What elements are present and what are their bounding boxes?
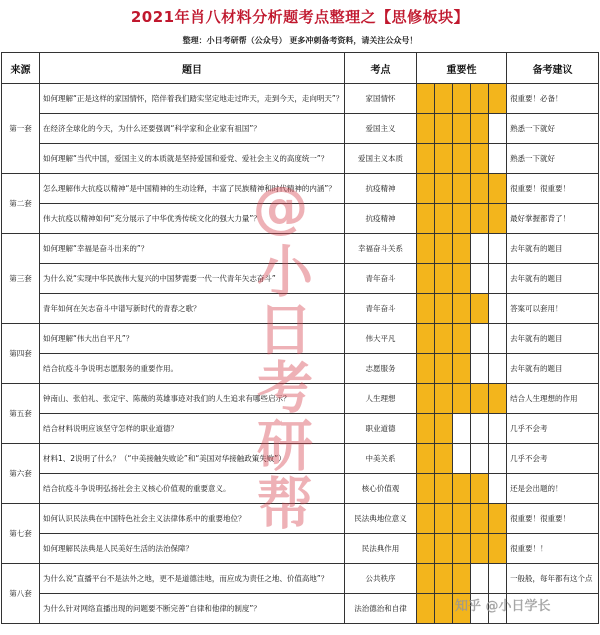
- table-row: [2, 264, 599, 294]
- advice-cell: 很重要！很重要！: [507, 504, 599, 534]
- importance-cell: [435, 114, 453, 144]
- importance-cell: [471, 144, 489, 174]
- importance-cell: [453, 534, 471, 564]
- question-cell: 钟南山、张伯礼、张定宇、陈薇的英雄事迹对我们的人生追求有哪些启示？: [40, 384, 345, 414]
- importance-cell: [471, 384, 489, 414]
- importance-cell: [453, 174, 471, 204]
- topic-cell: 伟大平凡: [345, 324, 417, 354]
- topic-table: [1, 52, 599, 624]
- importance-cell: [489, 444, 507, 474]
- table-row: [2, 534, 599, 564]
- importance-cell: [417, 204, 435, 234]
- importance-cell: [471, 204, 489, 234]
- header-row: [2, 53, 599, 84]
- topic-cell: 青年奋斗: [345, 264, 417, 294]
- advice-cell: 一般般，每年都有这个点: [507, 564, 599, 594]
- table-row: [2, 504, 599, 534]
- advice-cell: 很重要！必备！: [507, 84, 599, 114]
- topic-cell: 民法典地位意义: [345, 504, 417, 534]
- topic-cell: 抗疫精神: [345, 204, 417, 234]
- table-row: [2, 174, 599, 204]
- advice-cell: 很重要！！: [507, 534, 599, 564]
- advice-cell: 答案可以套用！: [507, 294, 599, 324]
- question-cell: 怎么理解伟大抗疫以精神“是中国精神的生动诠释，丰富了民族精神和时代精神的内涵”？: [40, 174, 345, 204]
- question-cell: 如何理解“正是这样的家国情怀，陪伴着我们踏实坚定地走过昨天，走到今天，走向明天”？: [40, 84, 345, 114]
- importance-cell: [435, 534, 453, 564]
- importance-cell: [489, 204, 507, 234]
- importance-cell: [435, 414, 453, 444]
- topic-cell: 法治德治和自律: [345, 594, 417, 624]
- topic-cell: 青年奋斗: [345, 294, 417, 324]
- importance-cell: [453, 144, 471, 174]
- importance-cell: [435, 264, 453, 294]
- importance-cell: [435, 144, 453, 174]
- question-cell: 在经济全球化的今天，为什么还要强调“科学家和企业家有祖国”？: [40, 114, 345, 144]
- importance-cell: [489, 414, 507, 444]
- table-row: [2, 144, 599, 174]
- table-row: [2, 564, 599, 594]
- importance-cell: [435, 234, 453, 264]
- advice-cell: 还是会出题的！: [507, 474, 599, 504]
- importance-cell: [417, 444, 435, 474]
- topic-cell: 抗疫精神: [345, 174, 417, 204]
- table-row: [2, 324, 599, 354]
- importance-cell: [417, 414, 435, 444]
- importance-cell: [471, 174, 489, 204]
- importance-cell: [489, 114, 507, 144]
- importance-cell: [435, 294, 453, 324]
- watermark: @小日考研帮: [248, 175, 313, 532]
- importance-cell: [453, 324, 471, 354]
- importance-cell: [471, 294, 489, 324]
- importance-cell: [471, 564, 489, 594]
- col-header-advice: 备考建议: [507, 53, 599, 84]
- question-cell: 如何理解“当代中国，爱国主义的本质就是坚持爱国和爱党、爱社会主义的高度统一”？: [40, 144, 345, 174]
- set-label: 第八套: [2, 564, 40, 624]
- question-cell: 材料1、2说明了什么？（“中美接触失败论”和“美国对华接触政策失败”）: [40, 444, 345, 474]
- set-label: 第四套: [2, 324, 40, 384]
- question-cell: 如何理解民法典是人民美好生活的法治保障？: [40, 534, 345, 564]
- advice-cell: 去年就有的题目: [507, 234, 599, 264]
- topic-cell: 爱国主义本质: [345, 144, 417, 174]
- importance-cell: [471, 324, 489, 354]
- importance-cell: [417, 234, 435, 264]
- advice-cell: 几乎不会考: [507, 444, 599, 474]
- importance-cell: [417, 504, 435, 534]
- importance-cell: [417, 354, 435, 384]
- importance-cell: [435, 174, 453, 204]
- set-label: 第七套: [2, 504, 40, 564]
- importance-cell: [417, 84, 435, 114]
- importance-cell: [471, 354, 489, 384]
- importance-cell: [489, 234, 507, 264]
- table-row: [2, 444, 599, 474]
- importance-cell: [435, 594, 453, 624]
- question-cell: 为什么说“直播平台不是法外之地，更不是道德洼地，而应成为责任之地、价值高地”？: [40, 564, 345, 594]
- col-header-importance: 重要性: [417, 53, 507, 84]
- table-row: [2, 384, 599, 414]
- importance-cell: [435, 564, 453, 594]
- importance-cell: [453, 354, 471, 384]
- importance-cell: [435, 444, 453, 474]
- page-title: 2021年肖八材料分析题考点整理之【思修板块】: [130, 8, 470, 26]
- question-cell: 青年如何在矢志奋斗中谱写新时代的青春之歌？: [40, 294, 345, 324]
- importance-cell: [471, 474, 489, 504]
- advice-cell: 去年就有的题目: [507, 324, 599, 354]
- advice-cell: 熟悉一下就好: [507, 114, 599, 144]
- importance-cell: [471, 504, 489, 534]
- topic-cell: 公共秩序: [345, 564, 417, 594]
- set-label: 第六套: [2, 444, 40, 504]
- importance-cell: [417, 264, 435, 294]
- importance-cell: [453, 504, 471, 534]
- importance-cell: [453, 294, 471, 324]
- set-label: 第五套: [2, 384, 40, 444]
- table-row: [2, 294, 599, 324]
- importance-cell: [489, 384, 507, 414]
- importance-cell: [453, 84, 471, 114]
- importance-cell: [453, 414, 471, 444]
- importance-cell: [489, 264, 507, 294]
- col-header-topic: 考点: [345, 53, 417, 84]
- topic-cell: 人生理想: [345, 384, 417, 414]
- topic-cell: 民法典作用: [345, 534, 417, 564]
- question-cell: 伟大抗疫以精神如何“充分展示了中华优秀传统文化的强大力量”？: [40, 204, 345, 234]
- importance-cell: [453, 474, 471, 504]
- importance-cell: [489, 354, 507, 384]
- importance-cell: [471, 534, 489, 564]
- importance-cell: [471, 84, 489, 114]
- topic-cell: 爱国主义: [345, 114, 417, 144]
- importance-cell: [471, 444, 489, 474]
- set-label: 第三套: [2, 234, 40, 324]
- topic-cell: 职业道德: [345, 414, 417, 444]
- topic-cell: 核心价值观: [345, 474, 417, 504]
- importance-cell: [489, 294, 507, 324]
- question-cell: 如何理解“伟大出自平凡”？: [40, 324, 345, 354]
- importance-cell: [417, 564, 435, 594]
- importance-cell: [435, 384, 453, 414]
- table-row: [2, 114, 599, 144]
- topic-cell: 中美关系: [345, 444, 417, 474]
- table-row: [2, 234, 599, 264]
- importance-cell: [453, 264, 471, 294]
- advice-cell: 最好掌握都背了！: [507, 204, 599, 234]
- importance-cell: [453, 204, 471, 234]
- advice-cell: 很重要！很重要！: [507, 174, 599, 204]
- importance-cell: [489, 534, 507, 564]
- importance-cell: [417, 144, 435, 174]
- importance-cell: [417, 534, 435, 564]
- importance-cell: [489, 144, 507, 174]
- advice-cell: 熟悉一下就好: [507, 144, 599, 174]
- importance-cell: [417, 594, 435, 624]
- page-subtitle: 整理：小日考研帮（公众号） 更多冲刺备考资料，请关注公众号！: [182, 36, 418, 45]
- importance-cell: [417, 294, 435, 324]
- importance-cell: [453, 564, 471, 594]
- advice-cell: 几乎不会考: [507, 414, 599, 444]
- importance-cell: [417, 174, 435, 204]
- corner-watermark: 知乎 @小日学长: [455, 599, 551, 614]
- set-label: 第一套: [2, 84, 40, 174]
- importance-cell: [435, 84, 453, 114]
- importance-cell: [435, 324, 453, 354]
- importance-cell: [435, 354, 453, 384]
- importance-cell: [453, 444, 471, 474]
- importance-cell: [489, 324, 507, 354]
- table-row: [2, 84, 599, 114]
- col-header-source: 来源: [2, 53, 40, 84]
- importance-cell: [471, 114, 489, 144]
- topic-cell: 家国情怀: [345, 84, 417, 114]
- importance-cell: [453, 384, 471, 414]
- importance-cell: [435, 504, 453, 534]
- importance-cell: [471, 414, 489, 444]
- col-header-question: 题目: [40, 53, 345, 84]
- importance-cell: [489, 174, 507, 204]
- topic-cell: 志愿服务: [345, 354, 417, 384]
- importance-cell: [471, 234, 489, 264]
- question-cell: 结合材料说明应该坚守怎样的职业道德？: [40, 414, 345, 444]
- importance-cell: [489, 474, 507, 504]
- importance-cell: [489, 504, 507, 534]
- importance-cell: [471, 264, 489, 294]
- question-cell: 结合抗疫斗争说明志愿服务的重要作用。: [40, 354, 345, 384]
- importance-cell: [417, 474, 435, 504]
- question-cell: 如何理解“幸福是奋斗出来的”？: [40, 234, 345, 264]
- question-cell: 如何认识民法典在中国特色社会主义法律体系中的重要地位？: [40, 504, 345, 534]
- importance-cell: [489, 84, 507, 114]
- importance-cell: [453, 234, 471, 264]
- importance-cell: [453, 114, 471, 144]
- question-cell: 结合抗疫斗争说明弘扬社会主义核心价值观的重要意义。: [40, 474, 345, 504]
- table-row: [2, 354, 599, 384]
- importance-cell: [489, 564, 507, 594]
- table-row: [2, 414, 599, 444]
- advice-cell: 结合人生理想的作用: [507, 384, 599, 414]
- question-cell: 为什么针对网络直播出现的问题要不断完善“自律和他律的制度”？: [40, 594, 345, 624]
- question-cell: 为什么说“实现中华民族伟大复兴的中国梦需要一代一代青年矢志奋斗”: [40, 264, 345, 294]
- advice-cell: 去年就有的题目: [507, 354, 599, 384]
- importance-cell: [435, 474, 453, 504]
- set-label: 第二套: [2, 174, 40, 234]
- table-row: [2, 474, 599, 504]
- importance-cell: [435, 204, 453, 234]
- importance-cell: [417, 324, 435, 354]
- importance-cell: [417, 384, 435, 414]
- topic-cell: 幸福奋斗关系: [345, 234, 417, 264]
- advice-cell: 去年就有的题目: [507, 264, 599, 294]
- importance-cell: [417, 114, 435, 144]
- table-row: [2, 204, 599, 234]
